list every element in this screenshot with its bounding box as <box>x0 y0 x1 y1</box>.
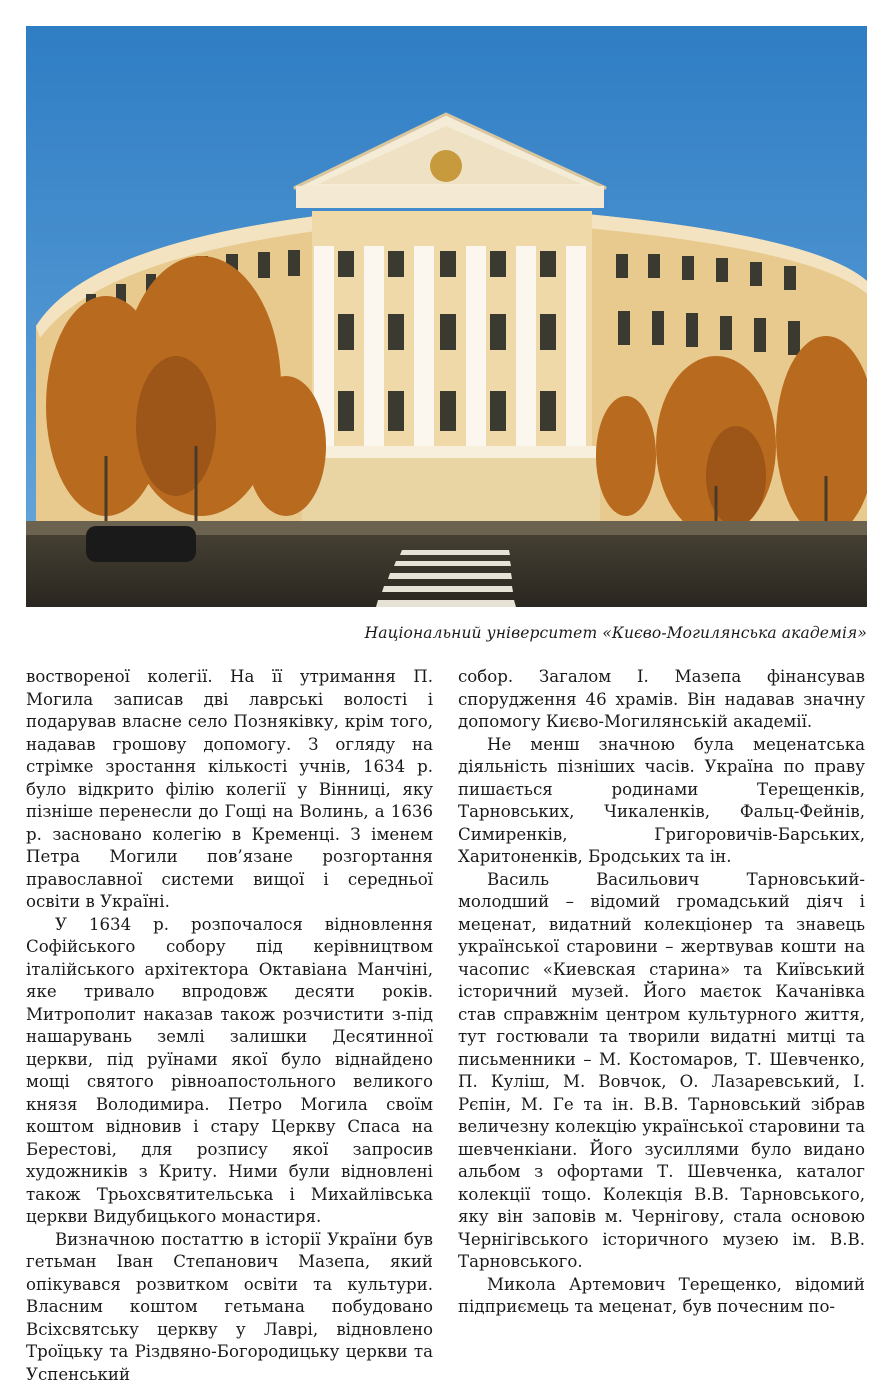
paragraph: собор. Загалом І. Мазепа фінансував спорудження 46 храмів. Він надавав значну допомогу Києво-Могилянській академії. <box>458 666 865 734</box>
left-text-column <box>26 666 433 1386</box>
paragraph: Микола Артемович Терещенко, відомий підприємець та меценат, був почесним по- <box>458 1274 865 1319</box>
paragraph: Не менш значною була меценатська діяльність пізніших часів. Україна по праву пишається родинами Терещенків, Тарновських, Чикаленків, Фальц-Фейнів, Симиренків, Григоровичів-Барських, Харитоненків, Бродських та ін. <box>458 734 865 869</box>
paragraph: У 1634 р. розпочалося відновлення Софійського собору під керівництвом італійського архітектора Октавіана Манчіні, яке тривало впродовж десяти років. Митрополит наказав також розчистити з-під нашарувань землі залишки Десятинної церкви, під руїнами якої було віднайдено мощі святого рівноапостольного великого князя Володимира. Петро Могила своїм коштом відновив і стару Церкву Спаса на Берестові, для розпису якої запросив художників з Криту. Ними були відновлені також Трьохсвятительська і Михайлівська церкви Видубицького монастиря. <box>26 914 433 1229</box>
building-photo <box>26 26 867 607</box>
paragraph: Василь Васильович Тарновський-молодший – відомий громадський діяч і меценат, видатний колекціонер та знавець української старовини – жертвував кошти на часопис «Киевская старина» та Київський історичний музей. Його маєток Качанівка став справжнім центром культурного життя, тут гостювали та творили видатні митці та письменники – М. Костомаров, Т. Шевченко, П. Куліш, М. Вовчок, О. Лазаревський, І. Рєпін, М. Ге та ін. В.В. Тарновський зібрав величезну колекцію української старовини та шевченкіани. Його зусиллями було видано альбом з офортами Т. Шевченка, каталог колекції тощо. Колекція В.В. Тарновського, яку він заповів м. Чернігову, стала основою Чернігівського історичного музею ім. В.В. Тарновського. <box>458 869 865 1274</box>
paragraph: востворенoї колегії. На її утримання П. Могила записав дві лаврські волості і подарував власне село Позняківку, крім того, надавав грошову допомогу. З огляду на стрімке зростання кількості учнів, 1634 р. було відкрито філію колегії у Вінниці, яку пізніше перенесли до Гощі на Волинь, а 1636 р. засновано колегію в Кременці. З іменем Петра Могили пов’язане розгортання православної системи вищої і середньої освіти в Україні. <box>26 666 433 914</box>
right-text-column <box>458 666 865 1319</box>
paragraph: Визначною постаттю в історії України був гетьман Іван Степанович Мазепа, який опікувався розвитком освіти та культури. Власним коштом гетьмана побудовано Всіхсвятську церкву у Лаврі, відновлено Троїцьку та Різдвяно-Богородицьку церкви та Успенський <box>26 1229 433 1386</box>
photo-caption: Національний університет «Києво-Могилянська академія» <box>26 624 867 642</box>
university-building-illustration <box>26 26 867 607</box>
car <box>86 526 196 562</box>
